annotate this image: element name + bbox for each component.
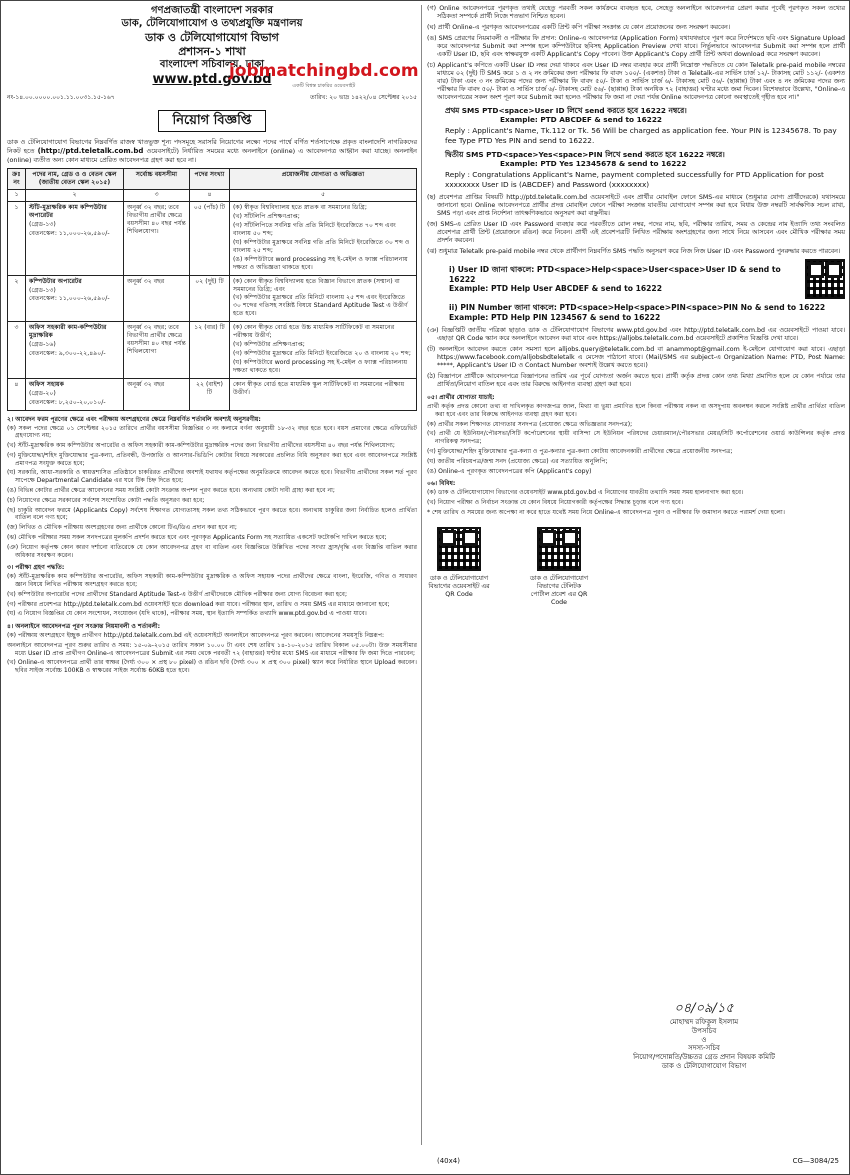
table-row: [8, 202, 417, 276]
section-item: (ঝ) মৌখিক পরীক্ষার সময় সকল সনদপত্রের মূলকপি প্রদর্শন করতে হবে এবং পূরণকৃত Applicants Form সহ সত্যায়িত একসেট ফটোকপি দাখিল করতে হবে;: [7, 534, 387, 542]
sms-first-label: প্রথম SMS PTD<space>User ID লিখে send করতে হবে 16222 নম্বরে।: [445, 105, 687, 115]
post-grade: (গ্রেড-১৩): [29, 286, 56, 294]
post-name: স্টাঁট-মুদ্রাক্ষরিক কাম কম্পিউটার অপারেটর: [29, 204, 107, 220]
col-number: ৩: [124, 189, 190, 201]
cell-qualification: [230, 202, 417, 276]
section-item: (ক) ডাক ও টেলিযোগাযোগ বিভাগের ওয়েবসাইট www.ptd.gov.bd এ নিয়োগের যাবতীয় তথ্যাদি সময় সময় হালনাগাদ করা হবে।: [427, 489, 744, 497]
post-name: কম্পিউটার অপারেটর: [29, 277, 82, 285]
notice-title: নিয়োগ বিজ্ঞপ্তি: [158, 110, 266, 133]
section-5-items: [427, 403, 845, 475]
watermark-text: jobmatchingbd.com: [229, 61, 419, 81]
sms-first: [445, 106, 845, 145]
cell-post: [26, 378, 124, 410]
intro-text-after: ওয়েবসাইটে) নির্ধারিত সময়ের মধ্যে অনলাইনে (online) এ আবেদনপত্র আহ্বান করা যাচ্ছে। অনলাইন (online) ব্যতীত অন্য কোন মাধ্যমে প্রেরিত আবেদনপত্র গ্রহণ করা হবে না।: [7, 146, 417, 164]
qualification-item: (ঘ) কম্পিউটার মুদ্রাক্ষরে সর্বনিম্ন গতি প্রতি মিনিটে ইংরেজিতে ৩০ শব্দ ও বাংলায় ২৫ শব্দ;: [233, 238, 410, 254]
qualification-item: (গ) কম্পিউটার মুদ্রাক্ষরে প্রতি মিনিটে ইংরেজিতে ২০ ও বাংলায় ২০ শব্দ;: [233, 350, 411, 358]
watermark-subtitle: একটি বিশ্বস্ত চাকরির ওয়েবসাইট: [292, 82, 356, 89]
section-head: ২। আবেদন ফরম পূরণের ক্ষেত্রে এবং পরীক্ষায় অংশগ্রহণের ক্ষেত্রে নিম্নবর্ণিত শর্তাবলি অবশ্যই অনুসরণীয়:: [7, 415, 261, 423]
qualification-item: (ঘ) কম্পিউটারে word processing সহ ই-মেইল ও ফ্যাক্স পরিচালনায় দক্ষতা থাকতে হবে।: [233, 359, 408, 374]
cell-count: ২২ (বাইশ) টি: [190, 378, 230, 410]
ministry-name: ডাক, টেলিযোগাযোগ ও তথ্যপ্রযুক্তি মন্ত্রণালয়: [121, 17, 303, 29]
th-qualification: প্রয়োজনীয় যোগ্যতা ও অভিজ্ঞতা: [230, 168, 417, 189]
post-name: অফিস সহকারী কাম-কম্পিউটার মুদ্রাক্ষরিক: [29, 324, 107, 340]
instruction-item: (ট) অনলাইনে আবেদন করতে কোন সমস্যা হলে alljobs.query@teletalk.com.bd বা anammopt@gmail.com ই-মেইলে যোগাযোগ করা যাবে। এছাড়া https://www.facebook.com/alljobsbdteletalk এ মেসেজ পাঠানো যাবে। (Mail/SMS এর subject-এ Organization Name: PTD, Post Name: *****, Applicant's User ID ও Contact Number অবশ্যই উল্লেখ করতে হবে।): [427, 346, 845, 370]
qualification-item: (ঙ) কম্পিউটারে word processing সহ ই-মেইল ও ফ্যাক্স পরিচালনায় দক্ষতা ও অভিজ্ঞতা থাকতে হবে।: [233, 255, 408, 271]
th-count: পদের সংখ্যা: [190, 168, 230, 189]
qr-ptd-website: [427, 527, 491, 607]
section-item: (ঙ) বিভিন্ন কোটার প্রার্থীর ক্ষেত্রে আবেদনের সময় সংশ্লিষ্ট কোটা সংক্রান্ত অপশন পূরণ করতে হবে। অন্যথায় কোটা দাবী গ্রাহ্য করা হবে না;: [7, 487, 335, 495]
section-head: ৪। অনলাইনে আবেদনপত্র পূরণ সংক্রান্ত নিয়মাবলী ও শর্তাবলী:: [7, 623, 161, 631]
watermark-logo: [229, 61, 419, 89]
deadline-note: * শেষ তারিখ ও সময়ের জন্য অপেক্ষা না করে হাতে যথেষ্ট সময় নিয়ে Online-এ আবেদনপত্র পূরণ ও পরীক্ষার ফি জমাদান করতে পরামর্শ দেয়া হলো।: [427, 508, 785, 516]
qualification-item: (ক) স্বীকৃত বিশ্ববিদ্যালয় হতে স্নাতক বা সমমানের ডিগ্রি;: [233, 204, 367, 212]
post-scale: বেতনস্কেল: ৯,৩০০-২২,৪৯০/-: [29, 350, 106, 358]
section-head: ৩। পরীক্ষা গ্রহণ পদ্ধতি:: [7, 564, 65, 572]
memo-row: [7, 94, 417, 102]
cell-serial: ৩: [8, 322, 26, 379]
signature-scribble: ০৪/০৯/১৫: [674, 1001, 734, 1016]
left-sections: [7, 416, 417, 675]
qualification-item: (ক) কোন স্বীকৃত বিশ্ববিদ্যালয় হতে বিজ্ঞান বিভাগে স্নাতক (সম্মান) বা সমমানের ডিগ্রি; এবং: [233, 277, 400, 293]
th-age: সর্বোচ্চ বয়সসীমা: [124, 168, 190, 189]
instruction-item: (ঘ) প্রার্থী Online-এ পূরণকৃত আবেদনপত্রের একটি প্রিন্ট কপি পরীক্ষা সংক্রান্ত যে কোন প্রয়োজনের জন্য সংরক্ষণ করবেন।: [427, 24, 731, 32]
govt-name: গণপ্রজাতন্ত্রী বাংলাদেশ সরকার: [151, 5, 273, 16]
intro-text-before: ডাক ও টেলিযোগাযোগ বিভাগের নিম্নবর্ণিত রাজস্ব খাতভুক্ত শূন্য পদসমূহে সরাসরি নিয়োগের লক্ষ্যে পদের পার্শ্বে বর্ণিত শর্তসাপেক্ষে প্রকৃত বাংলাদেশি নাগরিকদের নিকট হতে: [7, 138, 417, 155]
post-grade: (গ্রেড-১৬): [29, 341, 56, 349]
section-item: (খ) প্রার্থী যে ইউনিয়ন/পৌরসভা/সিটি কর্পোরেশনের স্থায়ী বাসিন্দা সে ইউনিয়ন পরিষদের চেয়ারম্যান/পৌরসভার মেয়র/সিটি কর্পোরেশনের ওয়ার্ড কাউন্সিলর কর্তৃক প্রদত্ত নাগরিকত্ব সনদপত্র;: [427, 430, 845, 446]
cell-post: [26, 322, 124, 379]
sms-second-reply: Reply : Congratulations Applicant's Name, payment completed successfully for PTD Application for post xxxxxxxx User ID is (ABCDEF) and Password (xxxxxxxx): [445, 170, 824, 189]
cell-count: ০৫ (পাঁচ) টি: [190, 202, 230, 276]
signatory-committee: নিয়োগ/পদোন্নতি/উচ্চতর গ্রেড প্রদান বিষয়ক কমিটি: [633, 1053, 775, 1062]
help-pin: [449, 303, 825, 322]
ad-size: (40x4): [437, 1157, 460, 1166]
qualification-item: কোন স্বীকৃত বোর্ড হতে মাধ্যমিক স্কুল সার্টিফিকেট বা সমমানের পরীক্ষায় উত্তীর্ণ।: [233, 380, 405, 396]
section-item: (চ) নিয়োগের ক্ষেত্রে সরকারের সর্বশেষ সংশোধিত কোটা পদ্ধতি অনুসরণ করা হবে;: [7, 496, 205, 504]
signatory-and: ও: [701, 1035, 707, 1044]
th-serial: ক্রঃ নং: [8, 168, 26, 189]
col-number: ১: [8, 189, 26, 201]
column-divider: [421, 5, 422, 1145]
section-item: (খ) Online-এ আবেদনপত্রে প্রার্থী তার স্বাক্ষর (দৈর্ঘ্য ৩০০ × প্রস্থ ৮০ pixel) ও রঙিন ছবি (দৈর্ঘ্য ৩০০ × প্রস্থ ৩০০ pixel) স্ক্যান করে নির্ধারিত স্থানে Upload করবেন। ছবির সাইজ সর্বোচ্চ 100KB ও স্বাক্ষরের সাইজ সর্বোচ্চ 60KB হতে হবে।: [7, 659, 417, 675]
instruction-item: (ঠ) বিজ্ঞাপনে প্রার্থীকে আবেদনপত্রে বিজ্ঞাপনের তারিখ এর পূর্বে যোগ্যতা অর্জন করতে হবে। প্রার্থী কর্তৃক প্রদত্ত কোন তথ্য মিথ্যা প্রমাণিত হলে যে কোন পর্যায়ে তার প্রার্থিতা/নিয়োগ বাতিল হবে এবং তার বিরুদ্ধে আইনগত ব্যবস্থা গ্রহণ করা হবে।: [427, 373, 845, 389]
right-items-3: [427, 327, 845, 389]
help-userid-example: Example: PTD Help User ABCDEF & send to 16222: [449, 284, 662, 294]
table-number-row: [8, 189, 417, 201]
branch-name: প্রশাসন-১ শাখা: [178, 44, 246, 58]
section-item: (ছ) চাকুরি আবেদন ফরমে (Applicants Copy) সর্বশেষ শিক্ষাগত যোগ্যতাসহ সকল তথ্য সঠিকভাবে পূরণ করতে হবে। অন্যথায় চাকুরির জন্য নির্বাচিত হলেও প্রার্থিতা বাতিল বলে গণ্য হবে;: [7, 506, 417, 522]
section-6-head: ০৬। বিবিধ:: [427, 480, 456, 488]
cell-qualification: [230, 378, 417, 410]
section-item: (গ) মুক্তিযোদ্ধা/শহিদ মুক্তিযোদ্ধার পুত্র-কন্যা ও পুত্র-কন্যার পুত্র-কন্যা কোটায় আবেদনকারী প্রার্থীদের ক্ষেত্রে প্রয়োজনীয় সনদপত্র;: [427, 448, 733, 456]
post-grade: (গ্রেড-২০): [29, 389, 56, 397]
cell-age: অনূর্ধ্ব ৩২ বছর: [124, 275, 190, 322]
cell-age: অনূর্ধ্ব ৩২ বছর: [124, 378, 190, 410]
th-post: পদের নাম, গ্রেড ও ও বেতন স্কেল (জাতীয় বেতন স্কেল ২০১৫): [26, 168, 124, 189]
qr-code-icon[interactable]: [805, 259, 845, 299]
help-userid: [449, 265, 805, 294]
qr-caption: ডাক ও টেলিযোগাযোগ বিভাগের ওয়েবসাইট এর QR Code: [428, 574, 490, 598]
post-scale: বেতনস্কেল: ৮,২৫০-২০,০১০/-: [29, 398, 106, 406]
right-column: [427, 5, 845, 607]
help-pin-row: [449, 303, 845, 322]
posts-table-body: [8, 202, 417, 411]
division-name: ডাক ও টেলিযোগাযোগ বিভাগ: [145, 30, 279, 44]
sms-second: [445, 150, 845, 189]
post-name: অফিস সহায়ক: [29, 380, 64, 388]
instruction-item: (ঞ) বিজ্ঞপ্তিটি জাতীয় পত্রিকা ছাড়াও ডাক ও টেলিযোগাযোগ বিভাগের www.ptd.gov.bd এবং http://ptd.teletalk.com.bd এর ওয়েবসাইটে পাওয়া যাবে। এছাড়া QR Code স্ক্যান করে অনলাইনে আবেদন করা যাবে এবং https://alljobs.teletalk.com.bd ওয়েবসাইটে প্রকাশিত বিজ্ঞপ্তি দেখা যাবে।: [427, 326, 845, 342]
instruction-item: (জ) SMS-এ প্রেরিত User ID এবং Password ব্যবহার করে পরবর্তীতে রোল নম্বর, পদের নাম, ছবি, পরীক্ষার তারিখ, সময় ও কেন্দ্রের নাম ইত্যাদি তথ্য সংবলিত প্রবেশপত্র প্রার্থী প্রিন্ট (প্রয়োজনে রঙিন) করে নিবেন। প্রার্থী এই প্রবেশপত্রটি লিখিত পরীক্ষায় অংশগ্রহণের জন্য সাথে নিয়ে আসবেন এবং মৌখিক পরীক্ষার সময় প্রদর্শন করবেন।: [427, 221, 845, 245]
col-number: ৫: [230, 189, 417, 201]
memo-number: নং-১৪.০০.০০০০.০০১.১১.০০৩১.১৫-১৬৭: [7, 94, 115, 102]
memo-date: তারিখ: ২০ ভাদ্র ১৪২২/০৪ সেপ্টেম্বর ২০১৫: [310, 94, 417, 102]
office-address: বাংলাদেশ সচিবালয়, ঢাকা: [159, 58, 265, 70]
section-item: (ক) পরীক্ষায় অংশগ্রহণে ইচ্ছুক প্রার্থীগণ http://ptd.teletalk.com.bd এই ওয়েবসাইটে অনলাইনে আবেদনপত্র পূরণ করবেন। আবেদনের সময়সূচি নিম্নরূপ:: [7, 632, 385, 640]
section-item: (ঘ) সরকারি, আধা-সরকারি ও স্বায়ত্তশাসিত প্রতিষ্ঠানে চাকরিরত প্রার্থীদের অবশ্যই যথাযথ কর্তৃপক্ষের অনুমতিক্রমে আবেদন করতে হবে। বিভাগীয় প্রার্থীদের সকল শর্ত পূরণ সাপেক্ষে Departmental Candidate এর ঘরে টিক চিহ্ন দিতে হবে;: [7, 469, 417, 485]
section-item: (ঘ) জাতীয় পরিচয়পত্র/জন্ম সনদ (প্রযোজ্য ক্ষেত্রে) এর সত্যায়িত অনুলিপি;: [427, 457, 608, 465]
cell-post: [26, 202, 124, 276]
section-item: (ক) সকল পদের ক্ষেত্রে ০১ সেপ্টেম্বর ২০১৫ তারিখে প্রার্থীর বয়সসীমা বিজ্ঞপ্তির ৩ নং কলামে বর্ণনা অনুযায়ী ১৮-৩২ বছর হতে হবে। বয়স প্রমাণের ক্ষেত্রে এফিডেভিট গ্রহণযোগ্য নয়;: [7, 424, 417, 440]
qualification-item: (খ) কম্পিউটার প্রশিক্ষণপ্রাপ্ত;: [233, 341, 305, 349]
left-section: [7, 564, 417, 618]
instruction-item: (চ) Applicant's কপিতে একটি User ID নম্বর দেয়া থাকবে এবং User ID নম্বর ব্যবহার করে প্রার্থী নিম্নোক্ত পদ্ধতিতে যে কোন Teletalk pre-paid mobile নম্বরের মাধ্যমে ০২ (দুই) টি SMS করে ১ ও ২ নং ক্রমিকের জন্য পরীক্ষার ফি বাবদ ১০০/- (একশত) টাকা ও Teletalk-এর সার্ভিস চার্জ ১২/- টাকাসহ মোট ১১২/- (একশত বার) টাকা এবং ৩ নং ক্রমিকের পদের জন্য পরীক্ষার ফি বাবদ ৫০/- টাকা ও সার্ভিস চার্জ ৬/- টাকাসহ মোট ৫৬/- (ছাপ্পান্ন) টাকা এবং ৪ নং ক্রমিকের পদের জন্য পরীক্ষার ফি বাবদ ৫০/- টাকা ও সার্ভিস চার্জ ৬/- টাকাসহ মোট ৫৬/- (ছাপ্পান্ন) টাকা অনধিক ৭২ (বাহাত্তর) ঘণ্টার মধ্যে জমা দিবেন। বিশেষভাবে উল্লেখ্য, "Online-এ আবেদনপত্রের সকল অংশ পূরণ করে Submit করা হলেও পরীক্ষার ফি জমা না দেয়া পর্যন্ত Online আবেদনপত্র কোনো অবস্থাতেই গৃহীত হবে না।": [427, 62, 845, 102]
cell-qualification: [230, 322, 417, 379]
signature-block: [589, 1001, 819, 1071]
cell-post: [26, 275, 124, 322]
right-items-2: [427, 194, 845, 256]
help-userid-row: [449, 259, 845, 299]
posts-table: [7, 168, 417, 411]
section-item: (গ) পরীক্ষার প্রবেশপত্র http://ptd.teletalk.com.bd ওয়েবসাইট হতে download করা যাবে। পরীক্ষার স্থান, তারিখ ও সময় SMS এর মাধ্যমে জানানো হবে;: [7, 600, 390, 608]
cell-serial: ৪: [8, 378, 26, 410]
signatory-role: সদস্য-সচিব: [688, 1044, 720, 1053]
section-item: (খ) কম্পিউটার অপারেটর পদের প্রার্থীদের Standard Aptitude Test-এ উত্তীর্ণ প্রার্থীদেরকে মৌখিক পরীক্ষার জন্য যোগ্য বিবেচনা করা হবে;: [7, 590, 348, 598]
post-scale: বেতনস্কেল: ১১,০০০-২৬,৫৯০/-: [29, 295, 110, 303]
cell-age: অনূর্ধ্ব ৩২ বছর; তবে বিভাগীয় প্রার্থীর ক্ষেত্রে বয়সসীমা ৪০ বছর পর্যন্ত শিথিলযোগ্য।: [124, 202, 190, 276]
qr-code-icon[interactable]: [437, 527, 481, 571]
section-item: (ঘ) এ নিয়োগ বিজ্ঞপ্তির যে কোন সংশোধন, সংযোজন (যদি থাকে), পরীক্ষার সময়, স্থান ইত্যাদি সম্পর্কিত তথ্যাদি www.ptd.gov.bd এ পাওয়া যাবে।: [7, 610, 367, 618]
signatory-office: ডাক ও টেলিযোগাযোগ বিভাগ: [661, 1062, 747, 1071]
sms-second-label: দ্বিতীয় SMS PTD<space>Yes<space>PIN লিখে send করতে হবে 16222 নম্বরে।: [445, 149, 725, 159]
help-userid-label: i) User ID জানা থাকলে: PTD<space>Help<space>User<space>User ID & send to 16222: [449, 264, 781, 284]
left-section: [7, 623, 417, 675]
qualification-item: (ক) কোন স্বীকৃত বোর্ড হতে উচ্চ মাধ্যমিক সার্টিফিকেট বা সমমানের পরীক্ষায় উত্তীর্ণ;: [233, 324, 395, 340]
signatory-title: উপসচিব: [691, 1026, 717, 1035]
cell-count: ১২ (বার) টি: [190, 322, 230, 379]
qr-caption: ডাক ও টেলিযোগাযোগ বিভাগের টেলিটক পোর্টাল প্রবেশ এর QR Code: [529, 574, 589, 606]
table-header-row: [8, 168, 417, 189]
qualification-item: (খ) কম্পিউটার মুদ্রাক্ষরে প্রতি মিনিটে বাংলায় ২৫ শব্দ এবং ইংরেজিতে ৩০ শব্দের গতিসহ সংশ্লিষ্ট বিষয়ে Standard Aptitude Test এ উত্তীর্ণ হতে হবে।: [233, 294, 408, 318]
help-pin-example: Example: PTD Help PIN 1234567 & send to 16222: [449, 313, 661, 323]
website-url[interactable]: www.ptd.gov.bd: [152, 71, 272, 87]
qualification-item: (খ) সাঁটলিপি প্রশিক্ষণপ্রাপ্ত;: [233, 213, 300, 221]
qualification-item: (গ) সাঁটলিপিতে সর্বনিম্ন গতি প্রতি মিনিটে ইংরেজিতে ৭০ শব্দ এবং বাংলায় ৫০ শব্দ;: [233, 221, 396, 237]
table-row: [8, 378, 417, 410]
post-scale: বেতনস্কেল: ১১,০০০-২৬,৫৯০/-: [29, 229, 110, 237]
qr-teletalk-portal: [527, 527, 591, 607]
col-number: ৪: [190, 189, 230, 201]
sms-first-example: Example: PTD ABCDEF & send to 16222: [500, 114, 662, 124]
help-pin-label: ii) PIN Number জানা থাকলে: PTD<space>Help<space>PIN<space>PIN No & send to 16222: [449, 303, 826, 313]
section-item: (ঞ) নিয়োগ কর্তৃপক্ষ কোন কারণ দর্শানো ব্যতিরেকে যে কোন আবেদনপত্র গ্রহণ বা বাতিল এবং বিজ্ঞপ্তিতে উল্লিখিত পদের সংখ্যা হ্রাস/বৃদ্ধি এবং বিজ্ঞপ্তি বাতিল করার অধিকার সংরক্ষণ করেন।: [7, 543, 417, 559]
signatory-name: মোহাম্মদ রফিকুল ইসলাম: [669, 1017, 739, 1026]
section-item: (খ) স্টাঁট-মুদ্রাক্ষরিক কাম কম্পিউটার অপারেটর ও অফিস সহকারী কাম-কম্পিউটার মুদ্রাক্ষরিক পদের জন্য বিভাগীয় প্রার্থীদের বয়সসীমা ৪০ বছর পর্যন্ত শিথিলযোগ্য;: [7, 442, 395, 450]
intro-url[interactable]: (http://ptd.teletalk.com.bd: [37, 146, 144, 155]
left-column: [7, 5, 417, 677]
instruction-item: (ঝ) শুধুমাত্র Teletalk pre-paid mobile নম্বর থেকে প্রার্থীগণ নিম্নবর্ণিত SMS পদ্ধতি অনুসরণ করে নিজ নিজ User ID এবং Password পুনরুদ্ধার করতে পারবেন।: [427, 248, 841, 256]
post-grade: (গ্রেড-১৩): [29, 220, 56, 228]
right-items: [427, 5, 845, 103]
section-item: (জ) লিখিত ও মৌখিক পরীক্ষায় অংশগ্রহণের জন্য প্রার্থীকে কোনো টিএ/ডিএ প্রদান করা হবে না;: [7, 524, 237, 532]
instruction-item: (ঙ) SMS প্রেরণের নিয়মাবলী ও পরীক্ষার ফি প্রদান: Online-এ আবেদনপত্র (Application Form) যথাযথভাবে পূরণ করে নির্দেশমতে ছবি এবং Signature Upload করে আবেদনপত্র Submit করা সম্পন্ন হলে কম্পিউটারে ছবিসহ Application Preview দেখা যাবে। নির্ভুলভাবে আবেদনপত্র Submit করা সম্পন্ন হলে প্রার্থী একটি User ID, ছবি এবং স্বাক্ষরযুক্ত একটি Applicant's Copy পাবেন। উক্ত Applicant's Copy প্রার্থী প্রিন্ট অথবা download করে সংরক্ষণ করবেন।: [427, 35, 845, 59]
cell-count: ০২ (দুই) টি: [190, 275, 230, 322]
sms-second-example: Example: PTD Yes 12345678 & send to 16222: [500, 159, 687, 169]
section-item: অনলাইনে আবেদনপত্র পূরণ শুরুর তারিখ ও সময়: ১৫-০৯-২০১৫ তারিখ সকাল ১০.০০ টা এবং শেষ তারিখ ১৪-১০-২০১৫ তারিখ বিকাল ০৫.০০টা। উক্ত সময়সীমার মধ্যে User ID প্রাপ্ত প্রার্থীগণ Online-এ আবেদনপত্রের Submit এর সময় থেকে পরবর্তী ৭২ (বাহাত্তর) ঘণ্টার মধ্যে SMS এর মাধ্যমে পরীক্ষার ফি জমা দিতে পারবেন;: [7, 641, 417, 657]
qr-codes-row: [427, 527, 845, 607]
section-5-head: ০৫। প্রার্থীর যোগ্যতা যাচাই:: [427, 394, 495, 402]
sms-first-reply: Reply : Applicant's Name, Tk.112 or Tk. 56 Will be charged as application fee. Your PIN is 12345678. To pay fee Type PTD Yes PIN and send to 16222.: [445, 126, 837, 145]
table-row: [8, 322, 417, 379]
intro-paragraph: [7, 138, 417, 163]
section-6-items: [427, 489, 845, 507]
instruction-item: (ছ) প্রবেশপত্র প্রাপ্তির বিষয়টি http://ptd.teletalk.com.bd ওয়েবসাইটে এবং প্রার্থীর মোবাইল ফোনে SMS-এর মাধ্যমে (শুধুমাত্র যোগ্য প্রার্থীদেরকে) যথাসময়ে জানানো হবে। Online আবেদনপত্রে প্রার্থীর প্রদত্ত মোবাইল ফোনে পরীক্ষা সংক্রান্ত যাবতীয় যোগাযোগ সম্পন্ন করা হবে বিধায় উক্ত নম্বরটি সার্বক্ষণিক সচল রাখা, SMS পড়া এবং প্রাপ্ত নির্দেশনা তাৎক্ষণিকভাবে অনুসরণ করা বাঞ্ছনীয়।: [427, 194, 845, 218]
col-number: ২: [26, 189, 124, 201]
qr-code-icon[interactable]: [537, 527, 581, 571]
section-item: (গ) মুক্তিযোদ্ধা/শহিদ মুক্তিযোদ্ধার পুত্র-কন্যা, প্রতিবন্ধী, উপজাতি ও আনসার-ভিডিপি কোটার বিষয়ে সরকারের প্রচলিত বিধি অনুসরণ করা হবে এবং আবেদনপত্রে সংশ্লিষ্ট প্রমাণপত্র সংযুক্ত করতে হবে;: [7, 451, 417, 467]
left-section: [7, 416, 417, 560]
section-item: প্রার্থী কর্তৃক প্রদত্ত কোনো তথ্য বা দাখিলকৃত কাগজপত্র জাল, মিথ্যা বা ভুয়া প্রমাণিত হলে কিংবা পরীক্ষায় নকল বা অসদুপায় অবলম্বন করলে সংশ্লিষ্ট প্রার্থীর প্রার্থিতা বাতিল করা হবে এবং তার বিরুদ্ধে আইনগত ব্যবস্থা গ্রহণ করা হবে।: [427, 403, 845, 418]
section-6: [427, 480, 845, 516]
table-row: [8, 275, 417, 322]
section-item: (খ) নিয়োগ পরীক্ষা ও নির্বাচন সংক্রান্ত যে কোন বিষয়ে নিয়োগকারী কর্তৃপক্ষের সিদ্ধান্ত চূড়ান্ত বলে গণ্য হবে।: [427, 499, 684, 506]
section-5: [427, 394, 845, 475]
cell-serial: ২: [8, 275, 26, 322]
cell-serial: ১: [8, 202, 26, 276]
section-item: (ক) প্রার্থীর সকল শিক্ষাগত যোগ্যতার সনদপত্র (প্রযোজ্য ক্ষেত্রে অভিজ্ঞতার সনদপত্র);: [427, 420, 633, 428]
section-item: (ঙ) Online-এ পূরণকৃত আবেদনপত্রের কপি (Applicant's copy): [427, 467, 592, 475]
cell-qualification: [230, 275, 417, 322]
cell-age: অনূর্ধ্ব ৩২ বছর; তবে বিভাগীয় প্রার্থীর ক্ষেত্রে বয়সসীমা ৪০ বছর পর্যন্ত শিথিলযোগ্য: [124, 322, 190, 379]
section-item: (ক) স্টাঁট-মুদ্রাক্ষরিক কাম কম্পিউটার অপারেটর, অফিস সহকারী কাম-কম্পিউটার মুদ্রাক্ষরিক ও অফিস সহায়ক পদের প্রার্থীদের ক্ষেত্রে বাংলা, ইংরেজি, গণিত ও সাধারণ জ্ঞান বিষয়ে লিখিত পরীক্ষায় অংশগ্রহণ করতে হবে;: [7, 573, 417, 589]
ad-code: CG—3084/25: [792, 1157, 839, 1166]
instruction-item: (গ) Online আবেদনপত্রে পূরণকৃত তথ্যই যেহেতু পরবর্তী সকল কার্যক্রমে ব্যবহৃত হবে, সেহেতু অনলাইনে আবেদনপত্র প্রেরণ করার পূর্বেই পূরণকৃত সকল তথ্যের সঠিকতা সম্পর্কে প্রার্থী নিজে শতভাগ নিশ্চিত হবেন।: [427, 5, 845, 21]
